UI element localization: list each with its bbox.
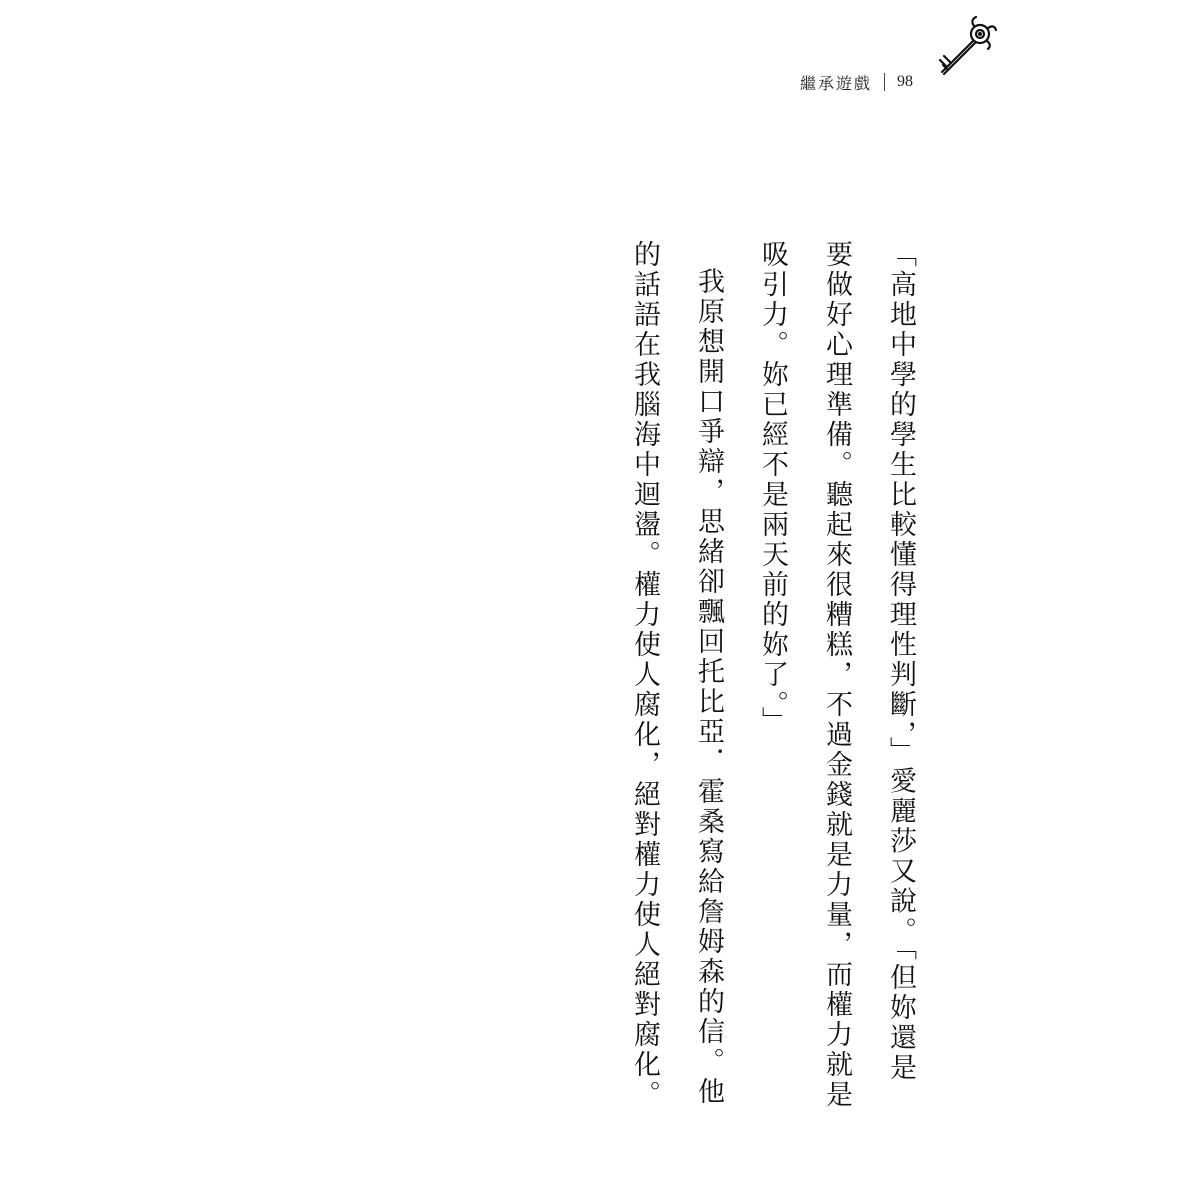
vertical-body-text	[612, 240, 932, 1110]
page-number: 98	[897, 73, 914, 90]
book-title: 繼承遊戲	[800, 73, 873, 93]
paragraph-narration: 我原想開口爭辯，思緒卻飄回托比亞．霍桑寫給詹姆森的信。他的話語在我腦海中迴盪。權力使人腐化，絕對權力使人絕對腐化。	[629, 240, 724, 1110]
running-header	[800, 70, 913, 94]
key-icon	[930, 14, 1002, 86]
header-divider	[884, 73, 885, 91]
paragraph-dialogue: 「高地中學的學生比較懂得理性判斷，」愛麗莎又說。「但妳還是要做好心理準備。聽起來很糟糕，不過金錢就是力量，而權力就是吸引力。妳已經不是兩天前的妳了。」	[757, 240, 916, 1110]
